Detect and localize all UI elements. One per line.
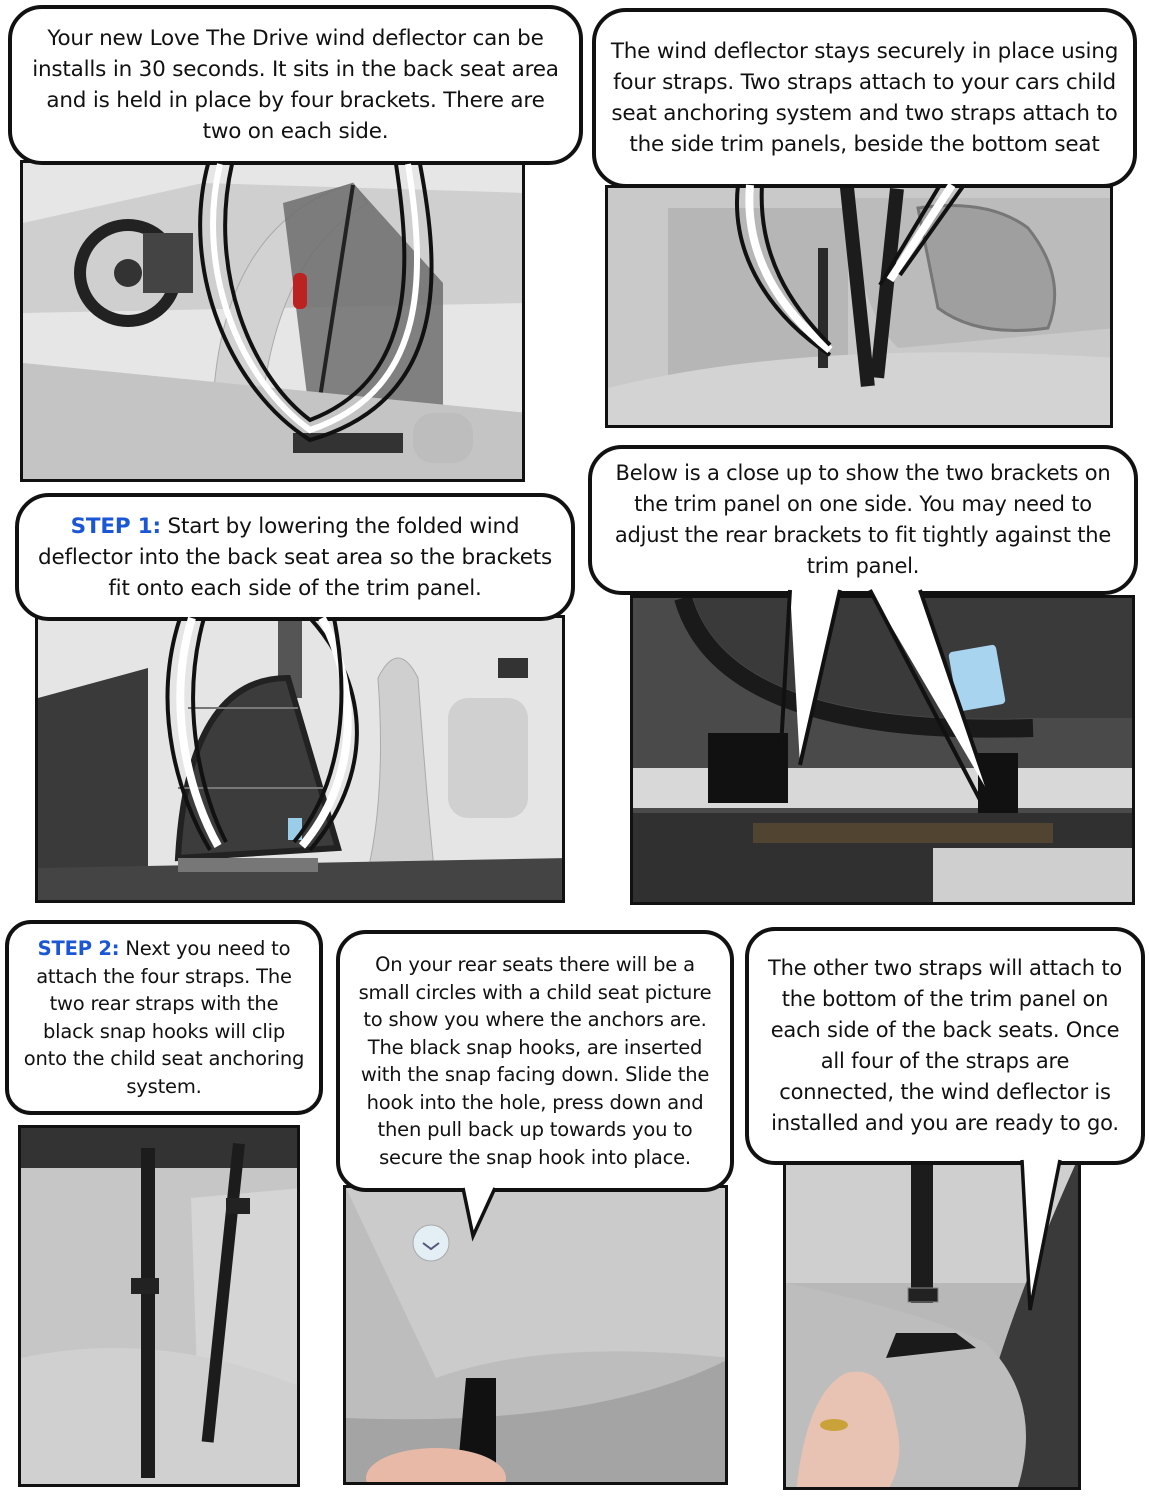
- photo-panel-anchors: [343, 1185, 728, 1485]
- intro-text: Your new Love The Drive wind deflector can be installs in 30 seconds. It sits in the back seat area and is held in place by four brackets. There are two on each side.: [32, 26, 559, 144]
- finish-text: The other two straps will attach to the bottom of the trim panel on each side of the back seats. Once all four of the straps are connected, the wind deflector is installed and you are ready to go.: [767, 956, 1123, 1135]
- speech-bubble-tail-anchors: [455, 1186, 505, 1246]
- speech-bubble-tail-brackets-closeup: [780, 585, 1000, 815]
- speech-bubble-tail-finish: [1020, 1160, 1070, 1320]
- speech-bubble-finish: [745, 927, 1145, 1165]
- snap-hook-anchor-illustration: [346, 1188, 728, 1485]
- speech-bubble-brackets-closeup: [588, 445, 1138, 595]
- step2-straps-illustration: [21, 1128, 300, 1487]
- speech-bubble-tail-step1: [160, 610, 400, 870]
- step1-text: Start by lowering the folded wind deflector into the back seat area so the brackets fit onto each side of the trim panel.: [38, 513, 552, 601]
- speech-bubble-step1: [15, 493, 575, 621]
- speech-bubble-tail-intro: [190, 150, 450, 450]
- step2-label: STEP 2:: [37, 937, 120, 960]
- speech-bubble-tail-straps-overview: [730, 175, 990, 375]
- photo-panel-step2: [18, 1125, 300, 1487]
- straps-overview-text: The wind deflector stays securely in place using four straps. Two straps attach to your cars child seat anchoring system and two straps attach to the side trim panels, beside the bottom seat: [610, 39, 1119, 157]
- speech-bubble-anchors: [336, 930, 734, 1192]
- speech-bubble-straps-overview: [592, 8, 1137, 188]
- brackets-closeup-text: Below is a close up to show the two brackets on the trim panel on one side. You may need to adjust the rear brackets to fit tightly against the trim panel.: [614, 461, 1112, 578]
- step2-text: Next you need to attach the four straps. The two rear straps with the black snap hooks will clip onto the child seat anchoring system.: [23, 937, 305, 1098]
- speech-bubble-intro: [8, 5, 583, 165]
- speech-bubble-step2: [5, 920, 323, 1115]
- anchors-text: On your rear seats there will be a small circles with a child seat picture to show you where the anchors are. The black snap hooks, are inserted with the snap facing down. Slide the hook into the hole, press down and then pull back up towards you to secure the snap hook into place.: [358, 953, 712, 1169]
- step1-label: STEP 1:: [70, 513, 161, 539]
